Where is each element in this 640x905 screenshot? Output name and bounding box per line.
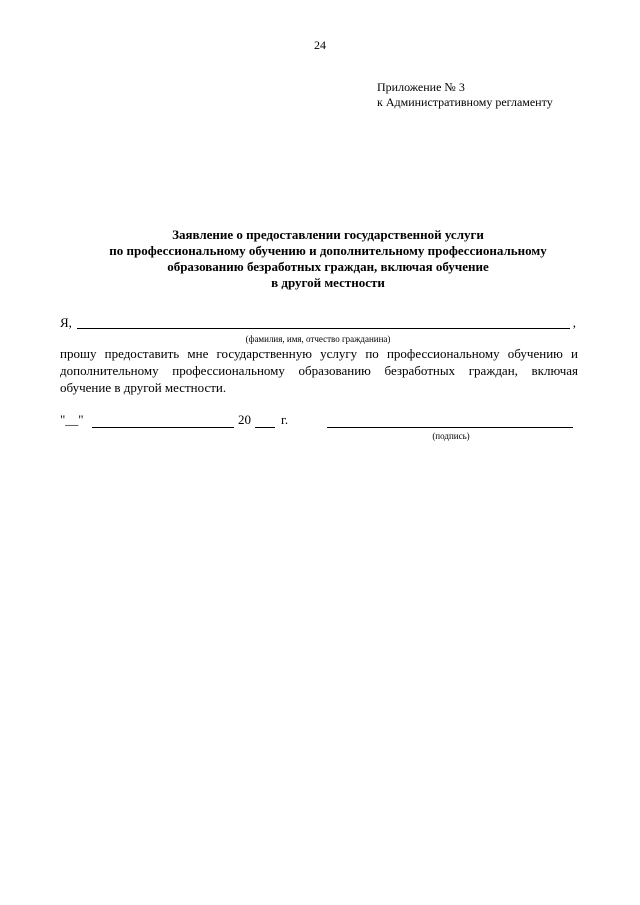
appendix-line-2: к Административному регламенту (377, 95, 553, 109)
year-suffix: г. (281, 412, 289, 427)
date-day[interactable]: "__" (60, 412, 84, 427)
title-line-2: по профессиональному обучению и дополнительному профессиональному (109, 243, 547, 258)
applicant-suffix: , (572, 315, 576, 330)
document-title (60, 227, 596, 291)
request-text: прошу предоставить мне государственную услугу по профессиональному обучению и дополнительному профессиональному образованию безработных граждан, включая обучение в другой местности. (60, 346, 578, 395)
title-line-1: Заявление о предоставлении государственной услуги (172, 227, 484, 242)
applicant-prefix: Я, (60, 315, 72, 330)
applicant-name-line (60, 313, 576, 333)
signature-caption: (подпись) (432, 431, 470, 441)
appendix-header (377, 80, 553, 110)
year-field[interactable] (255, 427, 275, 428)
page-number: 24 (314, 38, 326, 52)
applicant-name-field[interactable] (77, 328, 570, 329)
name-caption: (фамилия, имя, отчество гражданина) (245, 334, 391, 344)
appendix-line-1: Приложение № 3 (377, 80, 465, 94)
date-month-field[interactable] (92, 427, 234, 428)
title-line-4: в другой местности (271, 275, 385, 290)
title-line-3: образованию безработных граждан, включая обучение (167, 259, 489, 274)
signature-field[interactable] (327, 427, 573, 428)
year-prefix: 20 (238, 412, 251, 427)
